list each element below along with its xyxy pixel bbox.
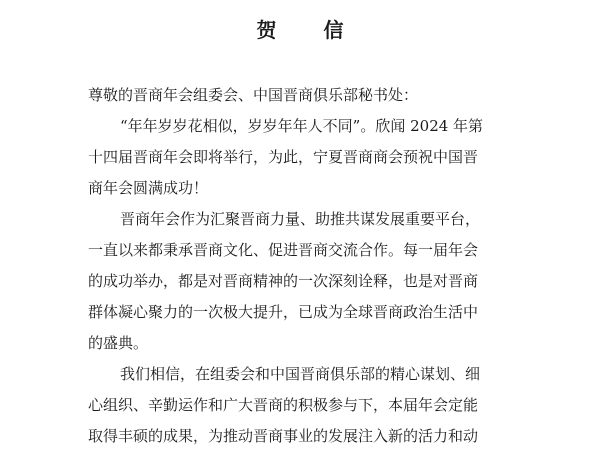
paragraph-line: 的盛典。: [88, 334, 149, 352]
salutation: 尊敬的晋商年会组委会、中国晋商俱乐部秘书处：: [88, 86, 419, 104]
paragraph-line: 心组织、辛勤运作和广大晋商的积极参与下，本届年会定能: [88, 396, 479, 414]
paragraph-line: 取得丰硕的成果，为推动晋商事业的发展注入新的活力和动: [88, 427, 479, 445]
letter-title: 贺 信: [256, 18, 364, 42]
paragraph-line: 群体凝心聚力的一次极大提升，已成为全球晋商政治生活中: [88, 303, 479, 321]
paragraph-line: 商年会圆满成功！: [88, 179, 209, 197]
paragraph-line: 十四届晋商年会即将举行，为此，宁夏晋商商会预祝中国晋: [88, 148, 479, 166]
paragraph-line: 晋商年会作为汇聚晋商力量、助推共谋发展重要平台，: [120, 210, 481, 228]
paragraph-line: 我们相信，在组委会和中国晋商俱乐部的精心谋划、细: [120, 365, 481, 383]
paragraph-line: 一直以来都秉承晋商文化、促进晋商交流合作。每一届年会: [88, 241, 479, 259]
paragraph-line: 的成功举办，都是对晋商精神的一次深刻诠释，也是对晋商: [88, 272, 479, 290]
paragraph-line: “年年岁岁花相似，岁岁年年人不同”。欣闻 2024 年第: [120, 117, 484, 135]
